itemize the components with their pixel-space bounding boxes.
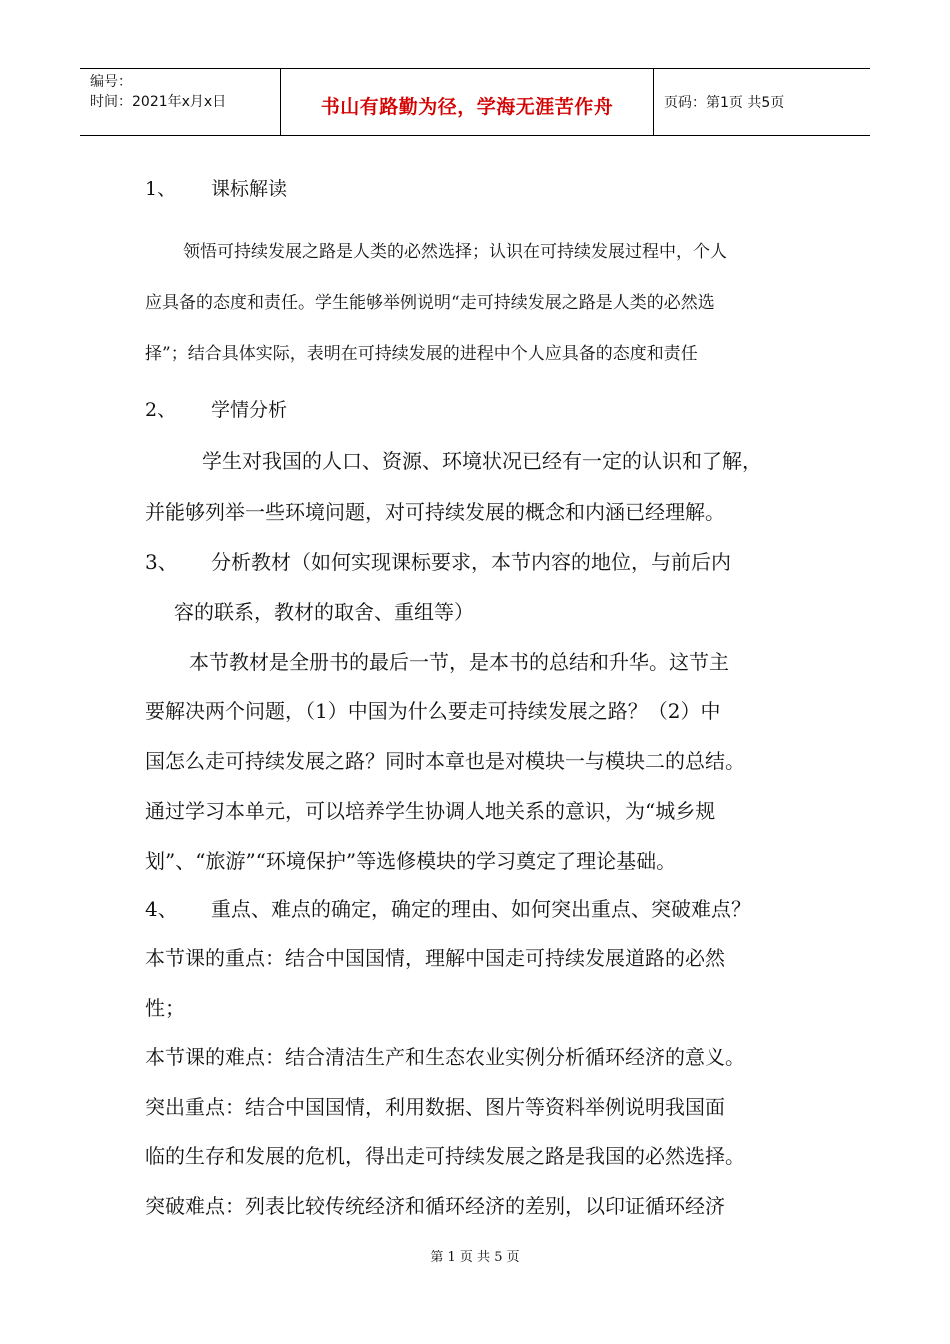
paragraph-line: 临的生存和发展的危机，得出走可持续发展之路是我国的必然选择。: [145, 1144, 745, 1168]
doc-number-label: 编号：: [90, 74, 132, 90]
section-4-heading: [145, 893, 751, 922]
page-header: [80, 68, 870, 136]
paragraph-line: 领悟可持续发展之路是人类的必然选择；认识在可持续发展过程中，个人: [183, 242, 727, 262]
header-motto-cell: [281, 69, 654, 135]
header-page-label: 页码：第1页 共5页: [664, 95, 785, 111]
paragraph-line: 通过学习本单元，可以培养学生协调人地关系的意识，为“城乡规: [145, 799, 716, 823]
section-3-heading: [145, 546, 731, 575]
paragraph-line: 并能够列举一些环境问题，对可持续发展的概念和内涵已经理解。: [145, 500, 725, 524]
doc-time-label: 时间：2021年x月x日: [90, 94, 227, 110]
section-title: 学情分析: [211, 399, 288, 421]
paragraph-line: 学生对我国的人口、资源、环境状况已经有一定的认识和了解，: [202, 449, 762, 473]
section-title: 课标解读: [211, 178, 288, 200]
paragraph-line: 性；: [145, 996, 185, 1020]
paragraph-line: 划”、“旅游”“环境保护”等选修模块的学习奠定了理论基础。: [145, 849, 677, 873]
paragraph-line: 本节课的重点：结合中国国情，理解中国走可持续发展道路的必然: [145, 946, 725, 970]
paragraph-line: 突破难点：列表比较传统经济和循环经济的差别，以印证循环经济: [145, 1194, 725, 1218]
section-2-heading: [145, 395, 287, 422]
paragraph-line: 择”；结合具体实际，表明在可持续发展的进程中个人应具备的态度和责任: [145, 344, 698, 364]
page-footer: 第 1 页 共 5 页: [430, 1250, 520, 1265]
paragraph-line: 要解决两个问题，（1）中国为什么要走可持续发展之路？（2）中: [145, 699, 721, 723]
header-meta: [80, 69, 281, 135]
paragraph-line: 本节课的难点：结合清洁生产和生态农业实例分析循环经济的意义。: [145, 1045, 745, 1069]
section-1-heading: [145, 174, 287, 201]
section-number: 1、: [145, 178, 177, 200]
header-page-cell: [654, 69, 870, 135]
section-title: 重点、难点的确定，确定的理由、如何突出重点、突破难点？: [211, 897, 751, 921]
paragraph-line: 应具备的态度和责任。学生能够举例说明“走可持续发展之路是人类的必然选: [145, 293, 715, 313]
section-number: 4、: [145, 897, 178, 921]
paragraph-line: 本节教材是全册书的最后一节，是本书的总结和升华。这节主: [189, 650, 729, 674]
section-3-heading-cont: 容的联系，教材的取舍、重组等）: [174, 600, 474, 624]
section-title: 分析教材（如何实现课标要求，本节内容的地位，与前后内: [211, 550, 731, 574]
paragraph-line: 国怎么走可持续发展之路？同时本章也是对模块一与模块二的总结。: [145, 749, 745, 773]
section-number: 3、: [145, 550, 178, 574]
paragraph-line: 突出重点：结合中国国情，利用数据、图片等资料举例说明我国面: [145, 1095, 725, 1119]
header-motto: 书山有路勤为径，学海无涯苦作舟: [320, 95, 614, 118]
section-number: 2、: [145, 399, 177, 421]
